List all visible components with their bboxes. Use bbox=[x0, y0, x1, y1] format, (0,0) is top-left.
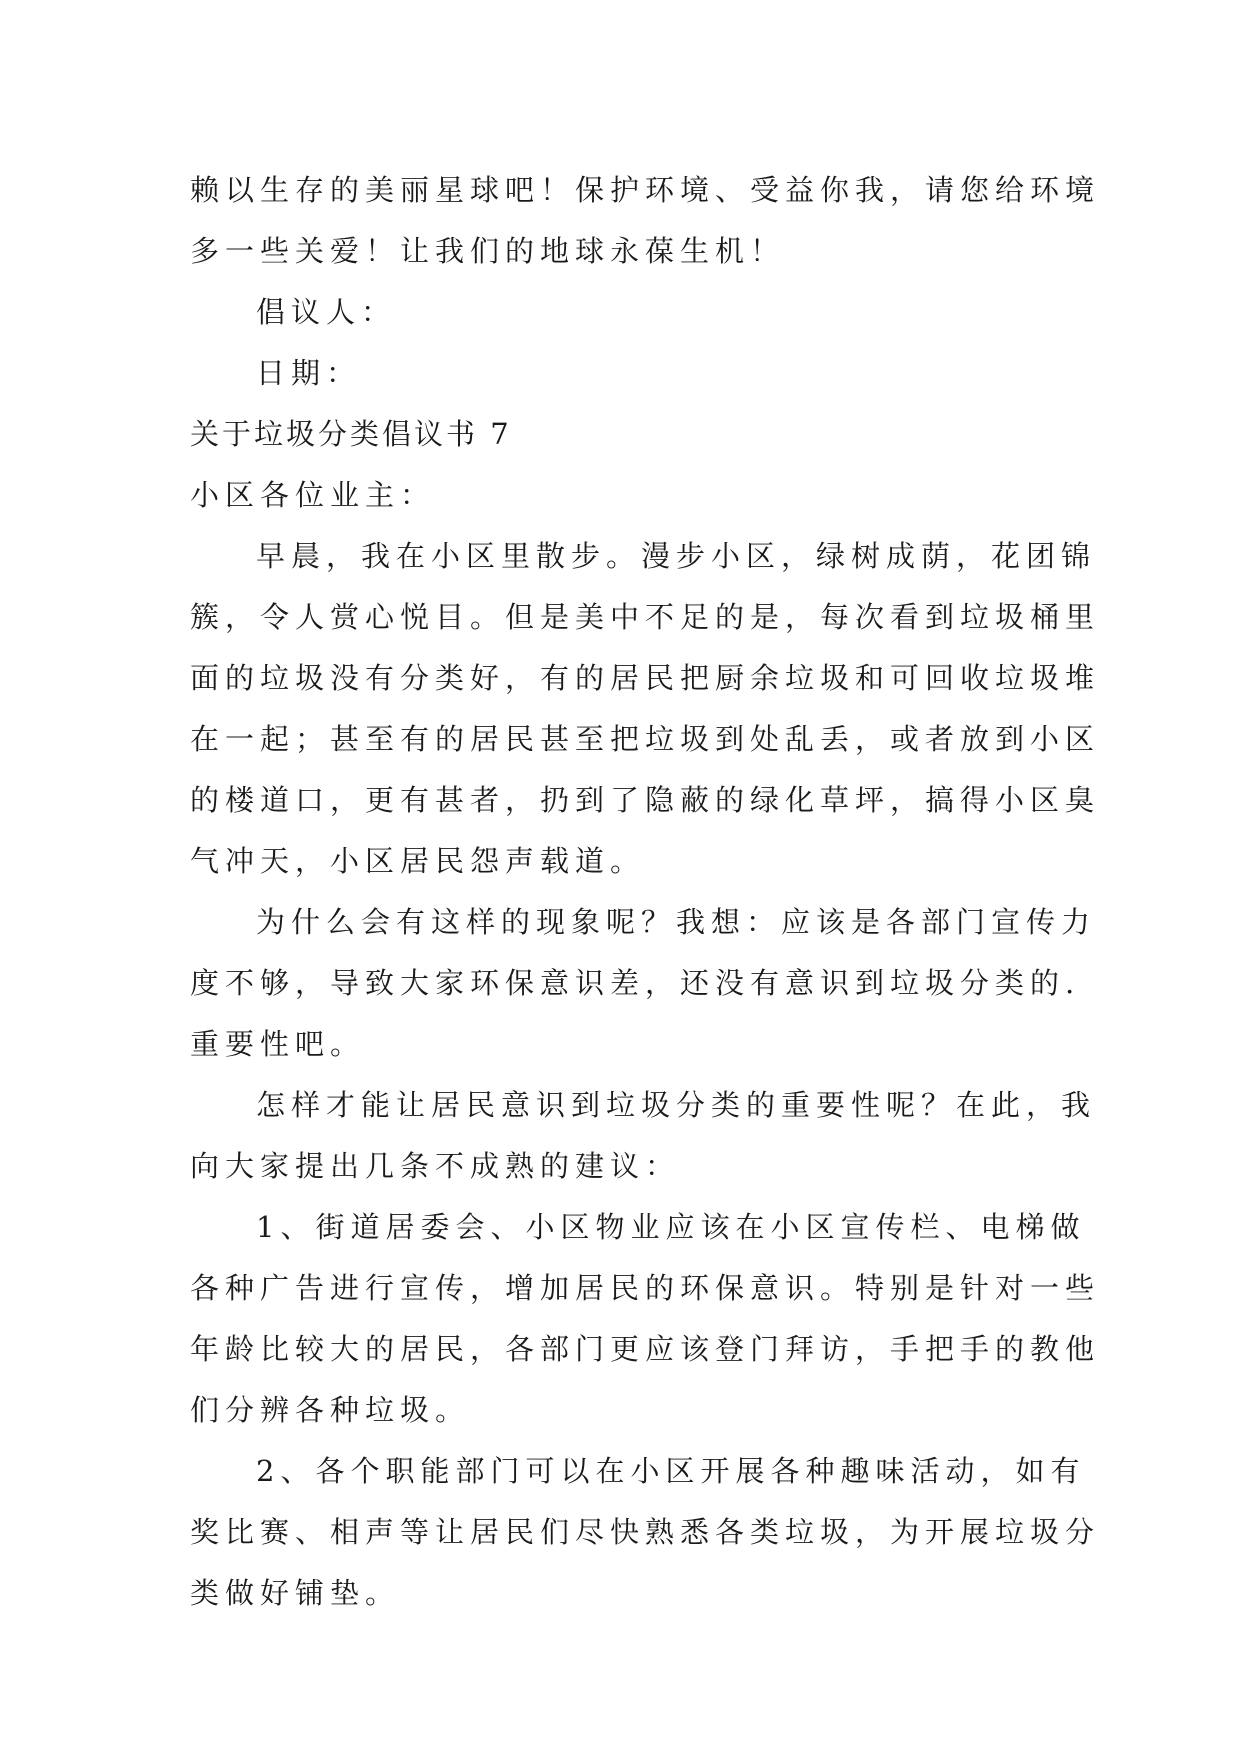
text-line: 小区各位业主： bbox=[190, 478, 436, 512]
text-line: 的楼道口，更有甚者，扔到了隐蔽的绿化草坪，搞得小区臭 bbox=[190, 783, 1101, 817]
text-line: 2、各个职能部门可以在小区开展各种趣味活动，如有 bbox=[256, 1454, 1086, 1488]
text-line: 气冲天，小区居民怨声载道。 bbox=[190, 844, 646, 878]
text-line: 赖以生存的美丽星球吧！保护环境、受益你我，请您给环境 bbox=[190, 173, 1101, 207]
document-body bbox=[190, 160, 1101, 1624]
text-line: 怎样才能让居民意识到垃圾分类的重要性呢？在此，我 bbox=[256, 1088, 1097, 1122]
text-line: 奖比赛、相声等让居民们尽快熟悉各类垃圾，为开展垃圾分 bbox=[190, 1515, 1101, 1549]
text-line: 向大家提出几条不成熟的建议： bbox=[190, 1149, 681, 1183]
text-line: 年龄比较大的居民，各部门更应该登门拜访，手把手的教他 bbox=[190, 1332, 1101, 1366]
text-line: 各种广告进行宣传，增加居民的环保意识。特别是针对一些 bbox=[190, 1271, 1101, 1305]
text-line: 们分辨各种垃圾。 bbox=[190, 1393, 471, 1427]
text-line: 面的垃圾没有分类好，有的居民把厨余垃圾和可回收垃圾堆 bbox=[190, 661, 1101, 695]
text-line: 日期： bbox=[256, 356, 362, 390]
text-line: 度不够，导致大家环保意识差，还没有意识到垃圾分类的. bbox=[190, 966, 1081, 1000]
text-line: 1、街道居委会、小区物业应该在小区宣传栏、电梯做 bbox=[256, 1210, 1086, 1244]
text-line: 簇，令人赏心悦目。但是美中不足的是，每次看到垃圾桶里 bbox=[190, 600, 1101, 634]
text-line: 倡议人： bbox=[256, 295, 397, 329]
text-line: 多一些关爱！让我们的地球永葆生机！ bbox=[190, 234, 786, 268]
text-line: 早晨，我在小区里散步。漫步小区，绿树成荫，花团锦 bbox=[256, 539, 1097, 573]
text-line: 为什么会有这样的现象呢？我想：应该是各部门宣传力 bbox=[256, 905, 1097, 939]
section-title: 关于垃圾分类倡议书 7 bbox=[190, 417, 512, 451]
text-line: 在一起；甚至有的居民甚至把垃圾到处乱丢，或者放到小区 bbox=[190, 722, 1101, 756]
text-line: 重要性吧。 bbox=[190, 1027, 366, 1061]
text-line: 类做好铺垫。 bbox=[190, 1576, 401, 1610]
